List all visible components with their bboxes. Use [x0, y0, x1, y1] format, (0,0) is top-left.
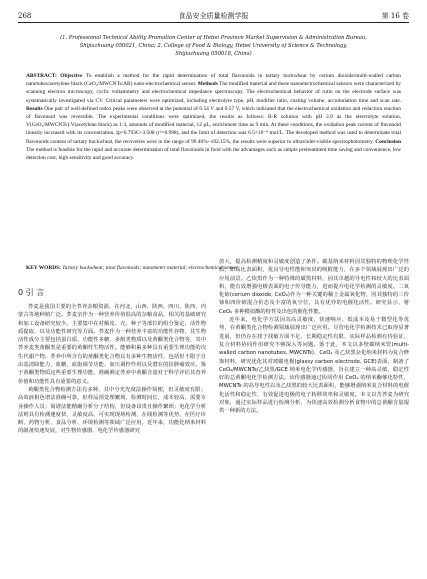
page-number: 268 — [18, 12, 32, 20]
right-column — [219, 258, 409, 571]
affiliation — [40, 34, 387, 58]
abstract-conclusion-text: The method is feasible for the rapid and accurate determination of total flavonoids in food with the advantages such as simple pretreatment time saving and convenience, low detection cost, high sensitivity and good accuracy. — [26, 146, 401, 162]
keywords-text: Tartary buckwheat; total flavonoids; nanometer material; electrochemical sensor — [62, 265, 239, 271]
affiliation-line: (1. Professional Technical Ability Promotion Center of Hebei Province Market Supervision & Administration Bureau, — [60, 35, 367, 41]
abstract-conclusion-label: Conclusion — [375, 138, 401, 145]
abstract — [26, 72, 401, 162]
affiliation-line: Shijiazhuang 050021, China; 2. College of Food & Biology, Hebei University of Science & Technology, — [79, 43, 348, 49]
abstract-objective-text: To establish a method for the rapid determination of total flavonoids in tartary buckwheat by cerium dioxide/multi-walled carbon nanotubes/acetylene black (CeO₂/MWCNTs/AB) nano-electrochemical sensor. — [26, 73, 401, 88]
abstract-methods-text: The modified material and these nanoelectrochemical sensors were characterized by scanning electron microscopy, cyclic voltammetry and electrochemical impedance spectroscopy. The electrochemical behavior of rutin on the electrode surface was systematically investigated via CV. Critical parameters were optimized, including electrolyte type, pH, modifier ratio, coating volume, accumulation time and scan rate. — [26, 81, 401, 104]
page-header — [18, 10, 409, 23]
abstract-results-text: One pair of well-defined redox peaks were observed at the potential of 0.54 V and 0.57 V, which indicated that the electrochemical oxidation and reduction reaction of flavonoid was reversible. The experimental conditions were optimized, the results as follows: B-R solution with pH 2.0 as the electrolyte solution, V(CeO₂/MWCNTs):V(acetylene black) as 1:3, amounts of modified material, 12 μL, enrichment time as 9 min. At these conditions, the oxidation peak current of flavonoid linearly increased with its concentration, Ip=0.793C+3.508 (r²=0.998), and the limit of detection was 6.5×10⁻⁸ mol/L. The developed method was used to determinate total flavonoids content of tartary buckwheat, the recoveries were in the range of 99.46%~102.15%, the results were superior to ultraviolet-visible spectrophotometry. — [26, 105, 401, 145]
paragraph: 黄酮类化合物检测方法有多种，其中分光光度法操作简便，但灵敏度有限；高效液相色谱法准确可靠，但样品预处理繁琐，检测时间长，成本较高，需要专业操作人员；简谱法能精确分析分子结构，但设备昂贵且操作繁琐；电化学分析法则具有检测速度快、灵敏度高、可实现现场检测，在线检测等优势，在医疗诊断、药物分析、食品分析、环境检测等领域广泛应用。近年来，功能化纳米材料的制备快速发展，对生物传感器、电化学传感器研究 — [18, 386, 206, 435]
journal-title: 食品安全质量检测学报 — [178, 12, 249, 20]
keywords-label: KEY WORDS: — [26, 265, 61, 271]
section-heading: 0 引 言 — [18, 288, 45, 297]
affiliation-line: Shijiazhuang 050018, China) — [175, 51, 252, 57]
volume-label: 第 16 卷 — [381, 12, 409, 20]
paragraph: 放大，提高检测精度和灵敏度创造了条件。碳基纳米材料因其独特的物理化学性质，如高比表面积，优良导电性能和突出的吸附能力，在多个领域展现出广泛的应用前景。乙炔黑作为一种特殊的碳黑材料，因其卓越的导电性和较大的比表面积，能有效增强电极表面的电子传导能力，进而提升电化学检测的灵敏度。二氧化铈(cerium dioxide, CeO₂)作为一种关键的稀土金属氧化物，因其独特的三价铈和四价铈混合价态及丰富的氧空位，具有优异的电催化活性。研究显示，将 CeO₂ 多种模拟酶的特性及出色的催化性能。 — [219, 259, 409, 315]
abstract-results-label: Results — [26, 105, 43, 112]
paragraph: 荞麦是我国主要的全荞养杂粮资源，在河北、山西、陕西、四川、陕西、内蒙古等地种植广泛。荞麦亲作为一种营养价值很高的杂粮食品，相关的基础研究和加工设备研究较少。主要集中在对额皮、壳、种子等部位的组分鉴定、活性物质提取、以及功能性研究等方面。荞麦作为一种营养丰富的功能性谷物，其生物活性成分主要包括蛋白质、功能性多糖、多酚类物质以及黄酮类化合物等，其中荞养麦类黄酮类是重要的黄酮性生物活性。能够积累多种具有重要生理功能的次生代谢产物。荞养中所含有的黄酮类化合物具有多种生物活性，包括但不限于自由基清除能力、血糖、血脂调节功能、血压调控作用以及潜在的抗肿瘤效应。鉴于黄酮类物质这些重要生理功能，准确测定荞养中黄酮含量对于科学评估其营养价值和功能性具有重要的意义。 — [18, 304, 206, 385]
abstract-methods-label: Methods — [197, 81, 218, 88]
left-column — [18, 303, 206, 571]
paragraph: 近年来，电化学方法因其高灵敏度、快速响应、低成本及易于微型化等优势，在黄酮类化合物检测领域展现出广泛应用。尽管电化学检测技术已取得显著进展，但仍存在找于找敏方面不足、长期稳定性有限、实际样品检测有待验证、复合材料协同作用研究不够深入等问题。鉴于此，本文以多壁碳纳米管(multi-walled carbon nanotubes, MWCNTs)、CeO₂ 及乙炔黑杂化纳米材料为复合修饰材料，研究优化其对玻碳电极(glassy carbon electrode, GCE)表面，制备了 CeO₂/MWCNTs/乙炔黑/GCE 纳米电化学传感器，旨在建立一种高灵敏、稳定性好的总黄酮电化学检测方法。该传感器通过协同作用 CeO₂ 的纳米酶催化特性，MWCNTs 的高导电性以及乙炔黑的较大比表面积，能够增强纳米复合材料的电催化活性和稳定性，有效促进电极的电子转移效率和灵敏度。本文以苦荞麦为研究对象，通过实际样品进行检测分析，为快速高效检测分析食物中的总黄酮含量提供一种新的方法。 — [219, 317, 409, 415]
abstract-objective-label: ABSTRACT: Objective — [26, 73, 83, 79]
